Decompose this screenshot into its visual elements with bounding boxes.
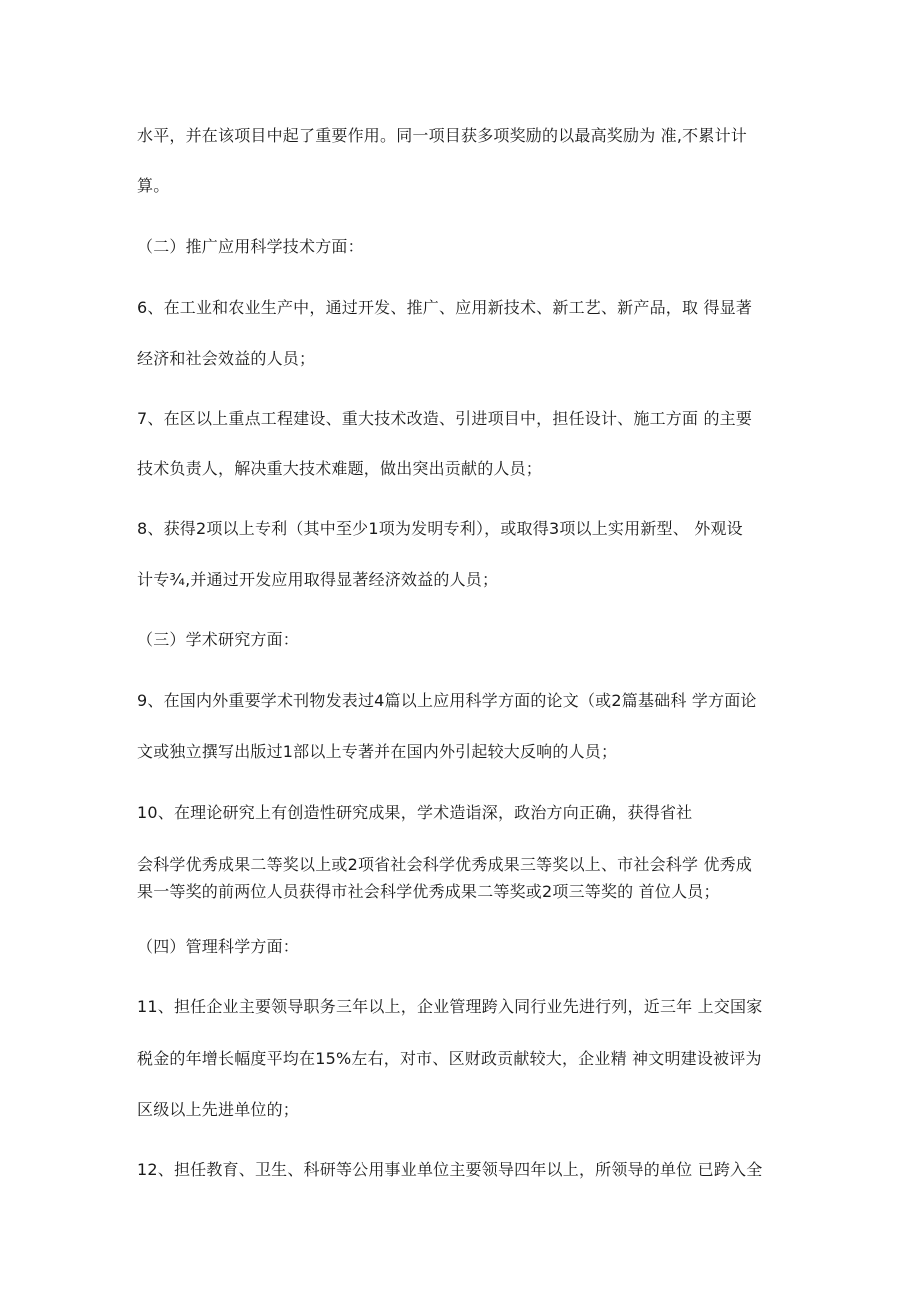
paragraph-line: 税金的年增长幅度平均在15%左右，对市、区财政贡献较大，企业精 神文明建设被评为: [137, 1049, 762, 1068]
paragraph-line: 11、担任企业主要领导职务三年以上，企业管理跨入同行业先进行列，近三年 上交国家: [137, 997, 763, 1016]
paragraph-line: 区级以上先进单位的；: [137, 1100, 300, 1119]
paragraph-line: 果一等奖的前两位人员获得市社会科学优秀成果二等奖或2项三等奖的 首位人员；: [137, 882, 720, 901]
paragraph-line: 算。: [137, 176, 170, 195]
paragraph-line: 会科学优秀成果二等奖以上或2项省社会科学优秀成果三等奖以上、市社会科学 优秀成: [137, 855, 753, 874]
paragraph-line: 6、在工业和农业生产中，通过开发、推广、应用新技术、新工艺、新产品，取 得显著: [137, 298, 753, 317]
paragraph-line: 水平，并在该项目中起了重要作用。同一项目获多项奖励的以最高奖励为 准,不累计计: [137, 126, 747, 145]
paragraph-line: 7、在区以上重点工程建设、重大技术改造、引进项目中，担任设计、施工方面 的主要: [137, 409, 753, 428]
paragraph-line: 经济和社会效益的人员；: [137, 349, 316, 368]
section-heading: （四）管理科学方面：: [137, 937, 300, 956]
paragraph-line: 技术负责人，解决重大技术难题，做出突出贡献的人员；: [137, 459, 543, 478]
paragraph-line: 10、在理论研究上有创造性研究成果，学术造诣深，政治方向正确，获得省社: [137, 803, 693, 822]
paragraph-line: 文或独立撰写出版过1部以上专著并在国内外引起较大反响的人员；: [137, 742, 618, 761]
section-heading: （三）学术研究方面：: [137, 630, 300, 649]
paragraph-line: 9、在国内外重要学术刊物发表过4篇以上应用科学方面的论文（或2篇基础科 学方面论: [137, 691, 757, 710]
paragraph-line: 8、获得2项以上专利（其中至少1项为发明专利），或取得3项以上实用新型、 外观设: [137, 519, 743, 538]
paragraph-line: 12、担任教育、卫生、科研等公用事业单位主要领导四年以上，所领导的单位 已跨入全: [137, 1160, 763, 1179]
paragraph-line: 计专¾,并通过开发应用取得显著经济效益的人员；: [137, 570, 499, 589]
section-heading: （二）推广应用科学技术方面：: [137, 237, 364, 256]
